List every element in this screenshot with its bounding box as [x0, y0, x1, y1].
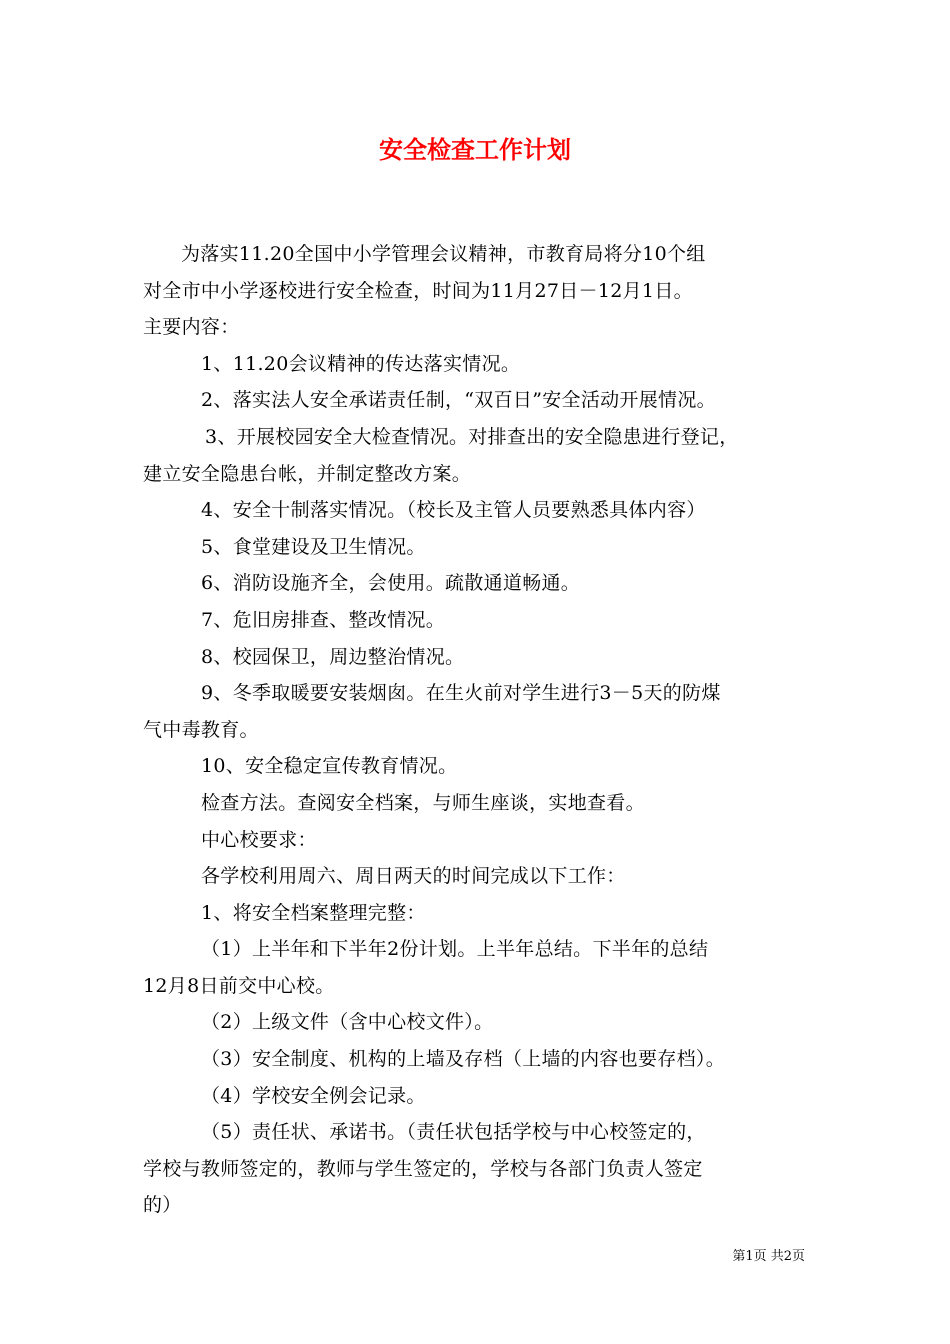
list-item: 5、食堂建设及卫生情况。	[201, 535, 426, 558]
list-item-continuation: 建立安全隐患台帐，并制定整改方案。	[143, 462, 472, 485]
list-item: 9、冬季取暖要安装烟囱。在生火前对学生进行3－5天的防煤	[201, 682, 721, 705]
list-item: 3、开展校园安全大检查情况。对排查出的安全隐患进行登记，	[205, 425, 739, 448]
paragraph-line: 主要内容：	[143, 316, 240, 339]
sub-list-item: （1）上半年和下半年2份计划。上半年总结。下半年的总结	[201, 938, 709, 961]
page-number: 第1页 共2页	[732, 1249, 805, 1264]
section-heading: 中心校要求：	[201, 828, 317, 851]
document-title: 安全检查工作计划	[379, 135, 571, 164]
paragraph-line: 对全市中小学逐校进行安全检查，时间为11月27日－12月1日。	[143, 279, 693, 302]
list-item: 6、消防设施齐全，会使用。疏散通道畅通。	[201, 572, 581, 595]
list-item: 1、11.20会议精神的传达落实情况。	[201, 352, 521, 375]
paragraph-line: 各学校利用周六、周日两天的时间完成以下工作：	[201, 865, 626, 888]
sub-list-item: （2）上级文件（含中心校文件）。	[201, 1011, 494, 1034]
list-item: 4、安全十制落实情况。（校长及主管人员要熟悉具体内容）	[201, 499, 706, 522]
paragraph-line: 为落实11.20全国中小学管理会议精神，市教育局将分10个组	[181, 243, 706, 265]
sub-list-item: （4）学校安全例会记录。	[201, 1084, 426, 1107]
sub-list-item: （5）责任状、承诺书。（责任状包括学校与中心校签定的，	[201, 1121, 706, 1144]
list-item: 2、落实法人安全承诺责任制，“双百日”安全活动开展情况。	[201, 389, 716, 412]
list-item: 8、校园保卫，周边整治情况。	[201, 645, 465, 668]
list-item-continuation: 气中毒教育。	[143, 718, 259, 741]
sub-list-item-continuation: 的）	[143, 1194, 182, 1217]
list-item: 1、将安全档案整理完整：	[201, 901, 426, 924]
list-item: 10、安全稳定宣传教育情况。	[201, 755, 458, 778]
sub-list-item-continuation: 学校与教师签定的，教师与学生签定的，学校与各部门负责人签定	[143, 1157, 703, 1180]
sub-list-item-continuation: 12月8日前交中心校。	[143, 974, 335, 997]
sub-list-item: （3）安全制度、机构的上墙及存档（上墙的内容也要存档）。	[201, 1048, 725, 1071]
paragraph-line: 检查方法。查阅安全档案，与师生座谈，实地查看。	[201, 791, 645, 814]
list-item: 7、危旧房排查、整改情况。	[201, 608, 445, 631]
document-body	[143, 236, 815, 1224]
